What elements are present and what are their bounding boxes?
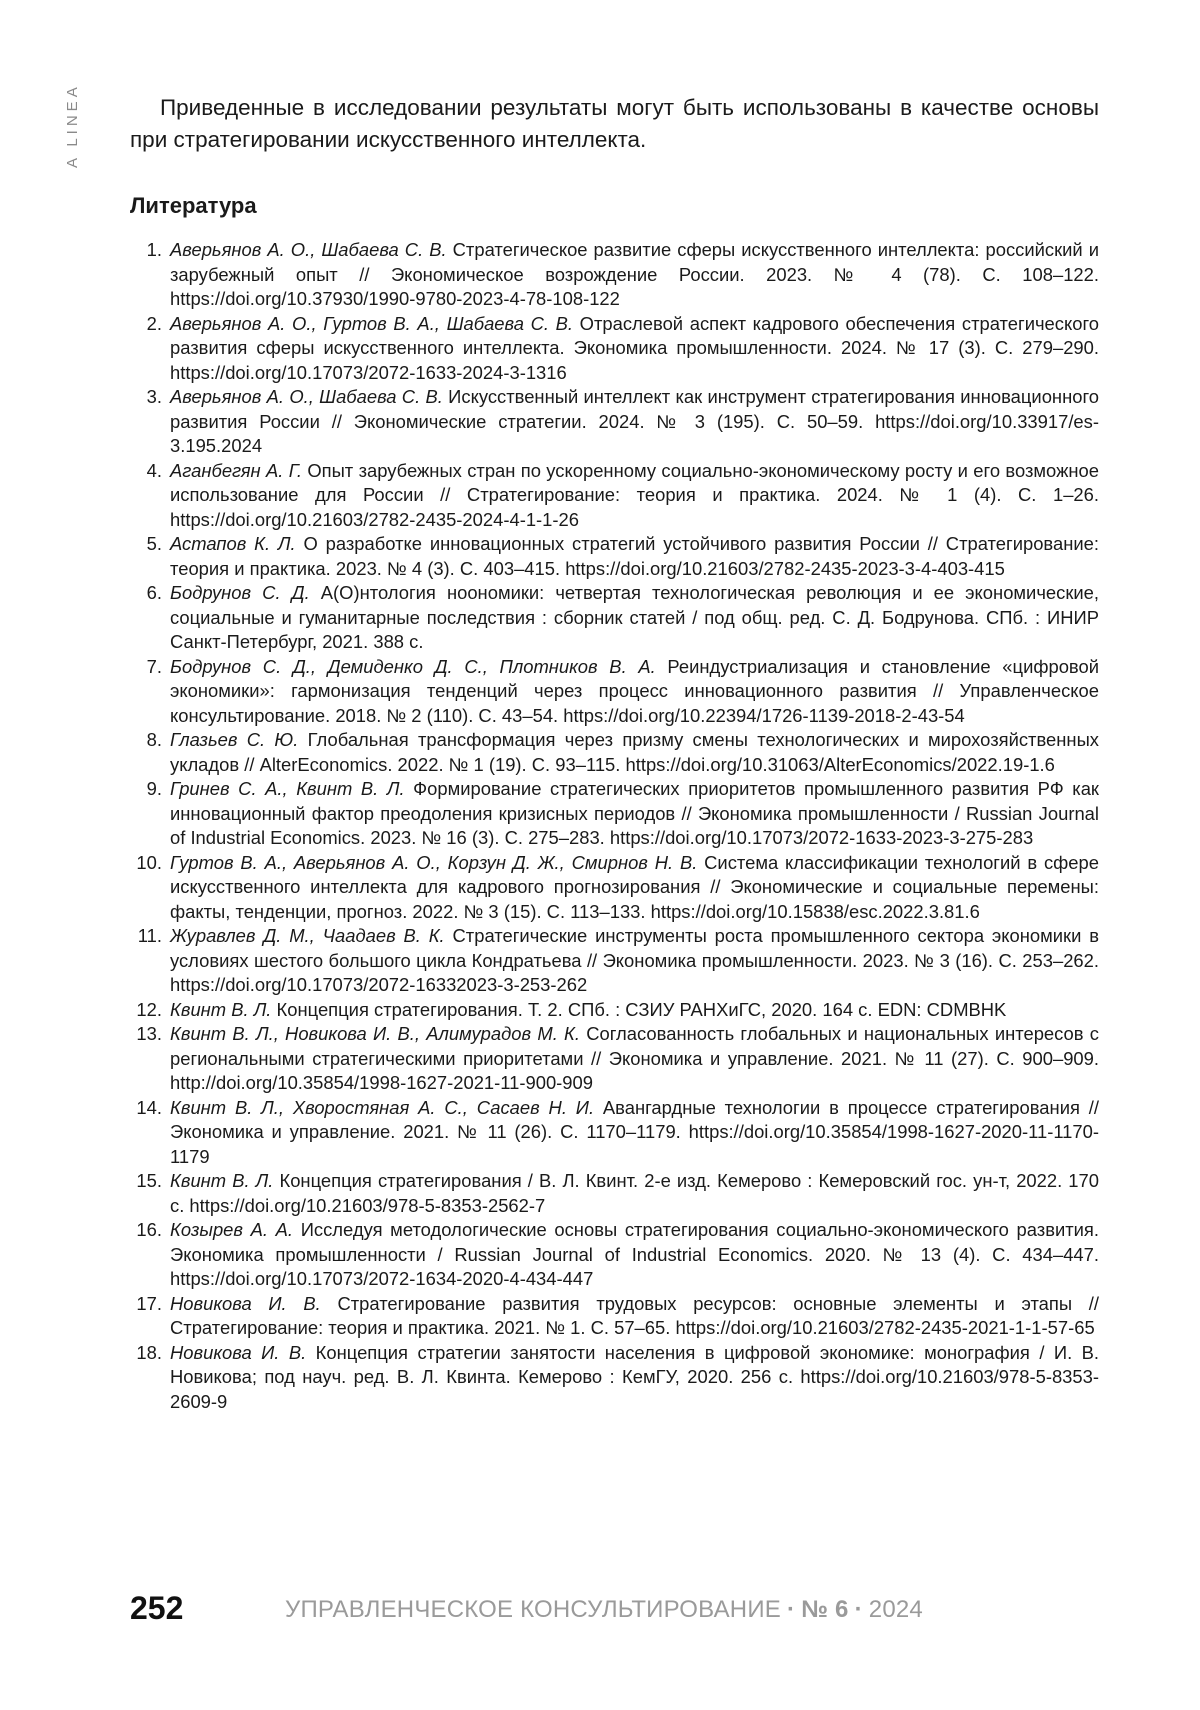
reference-authors: Квинт В. Л., Новикова И. В., Алимурадов М. К.	[170, 1023, 580, 1044]
reference-authors: Новикова И. В.	[170, 1342, 306, 1363]
references-heading: Литература	[130, 193, 257, 219]
reference-text: Авангардные технологии в процессе стратегирования // Экономика и управление. 2021. № 11 (26). С. 1170–1179. https://doi.org/10.35854/1998-1627-2020-11-1170-1179	[170, 1097, 1099, 1167]
reference-number: 15.	[130, 1169, 162, 1194]
reference-item	[130, 1218, 1099, 1292]
reference-authors: Аверьянов А. О., Шабаева С. В.	[170, 386, 443, 407]
reference-authors: Аганбегян А. Г.	[170, 460, 302, 481]
reference-text: Концепция стратегии занятости населения в цифровой экономике: монография / И. В. Новикова; под науч. ред. В. Л. Квинта. Кемерово : КемГУ, 2020. 256 с. https://doi.org/10.21603/978-5-8353-2609-9	[170, 1342, 1099, 1412]
reference-number: 14.	[130, 1096, 162, 1121]
reference-item	[130, 532, 1099, 581]
reference-item	[130, 998, 1099, 1023]
issue-number: № 6	[801, 1596, 848, 1623]
reference-item	[130, 924, 1099, 998]
page-number: 252	[130, 1590, 183, 1627]
reference-number: 3.	[130, 385, 162, 410]
reference-authors: Квинт В. Л.	[170, 1170, 273, 1191]
reference-number: 17.	[130, 1292, 162, 1317]
reference-item	[130, 312, 1099, 386]
reference-text: Формирование стратегических приоритетов промышленного развития РФ как инновационный фактор преодоления кризисных периодов // Экономика промышленности / Russian Journal of Industrial Economics. 2023. № 16 (3). С. 275–283. https://doi.org/10.17073/2072-1633-2023-3-275-283	[170, 778, 1099, 848]
reference-text: Глобальная трансформация через призму смены технологических и мирохозяйственных укладов // AlterEconomics. 2022. № 1 (19). С. 93–115. https://doi.org/10.31063/AlterEconomics/2022.19-1.6	[170, 729, 1099, 775]
reference-text: Система классификации технологий в сфере искусственного интеллекта для кадрового прогнозирования // Экономические и социальные перемены: факты, тенденции, прогноз. 2022. № 3 (15). С. 113–133. https://doi.org/10.15838/esc.2022.3.81.6	[170, 852, 1099, 922]
reference-text: Концепция стратегирования / В. Л. Квинт. 2-е изд. Кемерово : Кемеровский гос. ун-т, 2022. 170 с. https://doi.org/10.21603/978-5-8353-2562-7	[170, 1170, 1099, 1216]
reference-item	[130, 655, 1099, 729]
reference-text: Стратегирование развития трудовых ресурсов: основные элементы и этапы // Стратегирование: теория и практика. 2021. № 1. С. 57–65. https://doi.org/10.21603/2782-2435-2021-1-1-57-65	[170, 1293, 1099, 1339]
issue-year: 2024	[869, 1596, 923, 1623]
reference-item	[130, 1292, 1099, 1341]
reference-number: 5.	[130, 532, 162, 557]
reference-text: Стратегическое развитие сферы искусственного интеллекта: российский и зарубежный опыт // Экономическое возрождение России. 2023. № 4 (78). С. 108–122. https://doi.org/10.37930/1990-9780-2023-4-78-108-122	[170, 239, 1099, 309]
reference-authors: Журавлев Д. М., Чаадаев В. К.	[170, 925, 445, 946]
reference-item	[130, 777, 1099, 851]
footer-separator: ·	[787, 1596, 795, 1623]
reference-item	[130, 385, 1099, 459]
reference-item	[130, 238, 1099, 312]
reference-number: 13.	[130, 1022, 162, 1047]
journal-title: УПРАВЛЕНЧЕСКОЕ КОНСУЛЬТИРОВАНИЕ	[285, 1596, 781, 1623]
reference-text: Согласованность глобальных и национальных интересов с региональными стратегическими приоритетами // Экономика и управление. 2021. № 11 (27). С. 900–909. http://doi.org/10.35854/1998-1627-2021-11-900-909	[170, 1023, 1099, 1093]
reference-number: 4.	[130, 459, 162, 484]
reference-item	[130, 1341, 1099, 1415]
reference-authors: Бодрунов С. Д., Демиденко Д. С., Плотников В. А.	[170, 656, 656, 677]
intro-paragraph: Приведенные в исследовании результаты могут быть использованы в качестве основы при стратегировании искусственного интеллекта.	[130, 92, 1099, 156]
reference-authors: Аверьянов А. О., Гуртов В. А., Шабаева С. В.	[170, 313, 573, 334]
reference-authors: Гуртов В. А., Аверьянов А. О., Корзун Д. Ж., Смирнов Н. В.	[170, 852, 697, 873]
reference-authors: Квинт В. Л.	[170, 999, 271, 1020]
reference-authors: Астапов К. Л.	[170, 533, 296, 554]
reference-text: Опыт зарубежных стран по ускоренному социально-экономическому росту и его возможное использование для России // Стратегирование: теория и практика. 2024. № 1 (4). С. 1–26. https://doi.org/10.21603/2782-2435-2024-4-1-1-26	[170, 460, 1099, 530]
reference-number: 6.	[130, 581, 162, 606]
reference-number: 18.	[130, 1341, 162, 1366]
reference-text: А(О)нтология ноономики: четвертая технологическая революция и ее экономические, социальные и гуманитарные последствия : сборник статей / под общ. ред. С. Д. Бодрунова. СПб. : ИНИР Санкт-Петербург, 2021. 388 с.	[170, 582, 1099, 652]
reference-number: 12.	[130, 998, 162, 1023]
reference-number: 2.	[130, 312, 162, 337]
reference-number: 16.	[130, 1218, 162, 1243]
reference-number: 8.	[130, 728, 162, 753]
footer-separator: ·	[855, 1596, 863, 1623]
reference-text: Концепция стратегирования. Т. 2. СПб. : СЗИУ РАНХиГС, 2020. 164 с. EDN: CDMBHK	[271, 999, 1006, 1020]
reference-text: Искусственный интеллект как инструмент стратегирования инновационного развития России // Экономические стратегии. 2024. № 3 (195). С. 50–59. https://doi.org/10.33917/es-3.195.2024	[170, 386, 1099, 456]
reference-item	[130, 1022, 1099, 1096]
reference-item	[130, 459, 1099, 533]
reference-number: 9.	[130, 777, 162, 802]
reference-authors: Козырев А. А.	[170, 1219, 293, 1240]
reference-text: Исследуя методологические основы стратегирования социально-экономического развития. Экономика промышленности / Russian Journal of Industrial Economics. 2020. № 13 (4). С. 434–447. https://doi.org/10.17073/2072-1634-2020-4-434-447	[170, 1219, 1099, 1289]
reference-authors: Квинт В. Л., Хворостяная А. С., Сасаев Н. И.	[170, 1097, 594, 1118]
reference-item	[130, 1096, 1099, 1170]
reference-number: 1.	[130, 238, 162, 263]
running-footer	[285, 1596, 923, 1624]
reference-number: 7.	[130, 655, 162, 680]
reference-text: Стратегические инструменты роста промышленного сектора экономики в условиях шестого большого цикла Кондратьева // Экономика промышленности. 2023. № 3 (16). С. 253–262. https://doi.org/10.17073/2072-16332023-3-253-262	[170, 925, 1099, 995]
references-list	[130, 238, 1099, 1414]
reference-item	[130, 851, 1099, 925]
reference-authors: Бодрунов С. Д.	[170, 582, 310, 603]
reference-text: Отраслевой аспект кадрового обеспечения стратегического развития сферы искусственного интеллекта. Экономика промышленности. 2024. № 17 (3). С. 279–290. https://doi.org/10.17073/2072-1633-2024-3-1316	[170, 313, 1099, 383]
reference-item	[130, 728, 1099, 777]
reference-item	[130, 581, 1099, 655]
section-side-label: A LINEA	[64, 83, 81, 168]
reference-authors: Аверьянов А. О., Шабаева С. В.	[170, 239, 447, 260]
reference-authors: Гринев С. А., Квинт В. Л.	[170, 778, 405, 799]
reference-authors: Новикова И. В.	[170, 1293, 321, 1314]
reference-authors: Глазьев С. Ю.	[170, 729, 298, 750]
reference-text: Реиндустриализация и становление «цифровой экономики»: гармонизация тенденций через процесс инновационного развития // Управленческое консультирование. 2018. № 2 (110). С. 43–54. https://doi.org/10.22394/1726-1139-2018-2-43-54	[170, 656, 1099, 726]
reference-number: 11.	[130, 924, 162, 949]
reference-number: 10.	[130, 851, 162, 876]
reference-item	[130, 1169, 1099, 1218]
reference-text: О разработке инновационных стратегий устойчивого развития России // Стратегирование: теория и практика. 2023. № 4 (3). С. 403–415. https://doi.org/10.21603/2782-2435-2023-3-4-403-415	[170, 533, 1099, 579]
